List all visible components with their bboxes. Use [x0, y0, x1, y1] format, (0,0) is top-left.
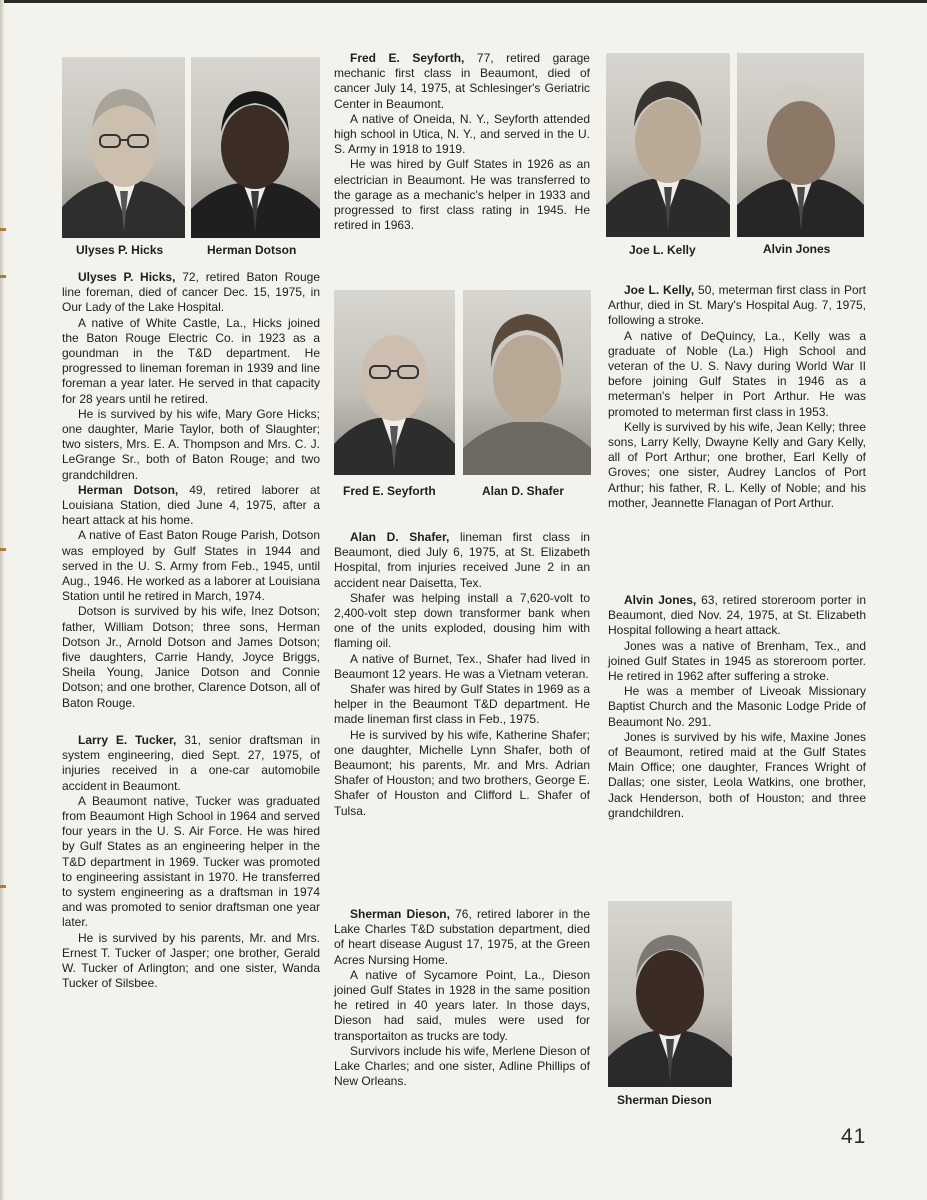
obit-text: Survivors include his wife, Merlene Dieson of Lake Charles; and one sister, Adline Phillips of New Orleans.	[334, 1043, 590, 1089]
obit-name: Joe L. Kelly,	[624, 283, 695, 297]
obit-text: 50, meterman first class in Port Arthur, died in St. Mary's Hospital Aug. 7, 1975, following a stroke.	[608, 283, 866, 328]
hicks-photo	[62, 57, 185, 238]
obit-text: Shafer was hired by Gulf States in 1969 as a helper in the Beaumont T&D department. He made lineman first class in Feb., 1975.	[334, 682, 590, 727]
obit-text: 76, retired laborer in the Lake Charles T&D substation department, died of heart disease August 17, 1975, at the Green Acres Nursing Home.	[334, 907, 591, 967]
column-middle-bottom	[334, 530, 590, 819]
obituary-hicks	[62, 270, 320, 483]
obit-text: A native of Burnet, Tex., Shafer had lived in Beaumont 12 years. He was a Vietnam veteran.	[334, 651, 590, 681]
caption-shafer: Alan D. Shafer	[482, 484, 565, 498]
top-edge-line	[0, 0, 927, 3]
obit-text: A native of DeQuincy, La., Kelly was a graduate of Noble (La.) High School and veteran of the U. S. Navy during World War II before joining Gulf States in 1946 as a meterman's helper in Port Arthur. He was promoted to meterman first class in 1953.	[608, 328, 866, 419]
column-middle-lower	[334, 907, 590, 1089]
column-right-lower	[608, 593, 866, 821]
binding-mark	[0, 885, 6, 888]
obit-text: 31, senior draftsman in system engineering, died Sept. 27, 1975, of injuries received in a one-car automobile accident in Beaumont.	[62, 732, 321, 793]
binding-mark	[0, 548, 6, 551]
kelly-photo	[606, 53, 730, 237]
obit-text: 49, retired laborer at Louisiana Station, died June 4, 1975, after a heart attack at his home.	[62, 482, 320, 528]
obit-text: He is survived by his wife, Mary Gore Hicks; one daughter, Marie Taylor, both of Slaughter; two sisters, Mrs. E. A. Thompson and Mrs. C. J. LeGrange Sr., both of Baton Rouge; and two grandchildren.	[62, 406, 320, 482]
obituary-seyforth	[334, 51, 590, 233]
obit-name: Herman Dotson,	[78, 482, 179, 497]
column-middle-top	[334, 51, 590, 233]
caption-dotson: Herman Dotson	[207, 243, 297, 257]
caption-dieson: Sherman Dieson	[617, 1093, 712, 1107]
obituary-kelly	[608, 283, 866, 511]
jones-photo	[737, 53, 864, 237]
obit-text: Dotson is survived by his wife, Inez Dotson; father, William Dotson; three sons, Herman Dotson Jr., Arnold Dotson and James Dotson; five daughters, Carrie Handy, Joyce Briggs, Sheila Young, Janice Dotson and Connie Dotson; and one brother, Clarence Dotson, all of Baton Rouge.	[62, 604, 320, 710]
page-number: 41	[841, 1125, 867, 1148]
dotson-photo	[191, 57, 320, 238]
obituary-dieson	[334, 907, 590, 1089]
obituary-jones	[608, 593, 866, 821]
obit-text: A native of Sycamore Point, La., Dieson joined Gulf States in 1928 in the same position he retired in 40 years later. In those days, Dieson had said, mules were used for transportaiton as trucks are tody.	[334, 967, 590, 1043]
obit-text: Kelly is survived by his wife, Jean Kelly; three sons, Larry Kelly, Dwayne Kelly and Gary Kelly, all of Port Arthur; one brother, Earl Kelly of Groves; one sister, Audrey Lanclos of Port Arthur; his father, R. L. Kelly of Noble; and his mother, Jeannette Flanagan of Port Arthur.	[608, 419, 866, 510]
obit-text: 77, retired garage mechanic first class in Beaumont, died of cancer July 14, 1975, at Schlesinger's Geriatric Center in Beaumont.	[334, 51, 590, 111]
obit-name: Alan D. Shafer,	[350, 530, 450, 544]
obit-name: Sherman Dieson,	[350, 907, 450, 921]
caption-jones: Alvin Jones	[763, 242, 831, 256]
obit-name: Fred E. Seyforth,	[350, 51, 465, 65]
obit-text: 63, retired storeroom porter in Beaumont, died Nov. 24, 1975, at St. Elizabeth Hospital following a heart attack.	[608, 593, 866, 638]
obit-text: A Beaumont native, Tucker was graduated from Beaumont High School in 1964 and served four years in the U. S. Air Force. He was hired by Gulf States as an engineering helper in the T&D department in 1969. Tucker was promoted to engineering assistant in 1970. He transferred to system engineering as a draftsman in 1974 and was promoted to senior draftsman one year later.	[62, 793, 320, 930]
obit-text: A native of Oneida, N. Y., Seyforth attended high school in Utica, N. Y., and served in the U. S. Army in 1918 to 1919.	[334, 111, 590, 157]
obit-text: He was hired by Gulf States in 1926 as an electrician in Beaumont. He was transferred to the garage as a mechanic's helper in 1933 and progressed to first class rating in 1945. He retired in 1963.	[334, 157, 590, 233]
binding-edge	[0, 0, 4, 1200]
caption-kelly: Joe L. Kelly	[629, 243, 696, 257]
obit-name: Larry E. Tucker,	[78, 732, 177, 747]
obituary-shafer	[334, 530, 590, 819]
obit-text: Shafer was helping install a 7,620-volt to 2,400-volt step down transformer bank when one of the units exploded, dousing him with flaming oil.	[334, 590, 590, 651]
obit-name: Ulyses P. Hicks,	[78, 270, 176, 284]
obituary-tucker	[62, 733, 320, 991]
column-left	[62, 270, 320, 991]
obituary-dotson	[62, 483, 320, 711]
obit-text: He is survived by his parents, Mr. and Mrs. Ernest T. Tucker of Jasper; one brother, Gerald W. Tucker of Arlington; and one sister, Wanda Tucker of Silsbee.	[62, 930, 320, 991]
obit-name: Alvin Jones,	[624, 593, 697, 607]
obit-text: A native of East Baton Rouge Parish, Dotson was employed by Gulf States in 1944 and served in the U. S. Army from Feb., 1945, until Aug., 1946. He worked as a laborer at Louisiana Station until he retired in March, 1974.	[62, 528, 320, 604]
dieson-photo	[608, 901, 732, 1087]
obit-text: He is survived by his wife, Katherine Shafer; one daughter, Michelle Lynn Shafer, both of Beaumont; his parents, Mr. and Mrs. Adrian Shafer of Houston; and two brothers, George E. Shafer of Houston and Clifford L. Shafer of Tulsa.	[334, 727, 590, 818]
obit-text: He was a member of Liveoak Missionary Baptist Church and the Masonic Lodge Pride of Beaumont No. 291.	[608, 684, 866, 729]
column-right	[608, 283, 866, 511]
binding-mark	[0, 275, 6, 278]
caption-seyforth: Fred E. Seyforth	[343, 484, 436, 498]
obit-text: A native of White Castle, La., Hicks joined the Baton Rouge Electric Co. in 1923 as a goundman in the T&D department. He progressed to lineman foreman in 1939 and line foreman a year later. He served in that capacity for 28 years until he retired.	[62, 315, 320, 406]
shafer-photo	[463, 290, 591, 475]
seyforth-photo	[334, 290, 455, 475]
obit-text: Jones is survived by his wife, Maxine Jones of Beaumont, retired maid at the Gulf States Main Office; one daughter, Frances Wright of Dallas; one sister, Leola Watkins, one brother, Jack Henderson, both of Houston; and three grandchildren.	[608, 729, 866, 820]
binding-mark	[0, 228, 6, 231]
obit-text: 72, retired Baton Rouge line foreman, died of cancer Dec. 15, 1975, in Our Lady of the Lake Hospital.	[62, 270, 320, 315]
obit-text: Jones was a native of Brenham, Tex., and joined Gulf States in 1945 as storeroom porter. He retired in 1962 after suffering a stroke.	[608, 638, 866, 684]
caption-hicks: Ulyses P. Hicks	[76, 243, 164, 257]
obit-text: lineman first class in Beaumont, died July 6, 1975, at St. Elizabeth Hospital, from injuries received June 2 in an accident near Daisetta, Tex.	[334, 530, 590, 590]
